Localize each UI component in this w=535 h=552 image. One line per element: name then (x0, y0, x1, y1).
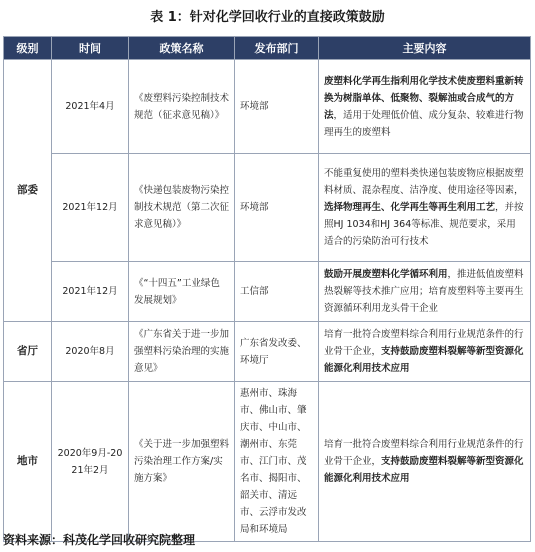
level-cell: 省厅 (4, 322, 52, 382)
table-row (4, 322, 531, 382)
dept-cell: 广东省发改委、环境厅 (235, 322, 319, 382)
source-note: 资料来源：科茂化学回收研究院整理 (3, 533, 196, 547)
dept-cell: 工信部 (235, 262, 319, 322)
header-level: 级别 (4, 37, 52, 60)
content-segment: 支持鼓励废塑料裂解等新型资源化能源化利用技术应用 (324, 456, 524, 484)
policy-cell: 《快递包装废物污染控制技术规范（第二次征求意见稿）》 (129, 154, 235, 262)
content-segment: 不能重复使用的塑料类快递包装废物应根据废塑料材质、混杂程度、洁净度、使用途径等因素， (324, 168, 524, 196)
header-row (4, 37, 531, 60)
dept-cell: 惠州市、珠海市、佛山市、肇庆市、中山市、潮州市、东莞市、江门市、茂名市、揭阳市、韶关市、清远市、云浮市发改局和环境局 (235, 382, 319, 542)
content-cell (319, 322, 531, 382)
content-segment: 培育一批符合废塑料综合利用行业规范条件的行业骨干企业， (324, 329, 524, 357)
content-segment: ，适用于处理低价值、成分复杂、较难进行物理再生的废塑料 (324, 109, 524, 138)
header-content: 主要内容 (319, 37, 531, 60)
header-dept: 发布部门 (235, 37, 319, 60)
policy-cell: 《废塑料污染控制技术规范（征求意见稿）》 (129, 60, 235, 154)
content-segment: 鼓励开展废塑料化学循环利用 (324, 269, 448, 280)
header-policy: 政策名称 (129, 37, 235, 60)
table-caption: 表 1：针对化学回收行业的直接政策鼓励 (150, 10, 385, 25)
policy-cell: 《广东省关于进一步加强塑料污染治理的实施意见》 (129, 322, 235, 382)
policy-cell: 《关于进一步加强塑料污染治理工作方案/实施方案》 (129, 382, 235, 542)
time-cell: 2021年12月 (52, 154, 129, 262)
content-segment: 选择物理再生、化学再生等再生利用工艺 (324, 202, 496, 213)
content-segment: 支持鼓励废塑料裂解等新型资源化能源化利用技术应用 (324, 346, 524, 374)
content-cell (319, 154, 531, 262)
content-segment: ，并按照HJ 1034和HJ 364等标准、规范要求，采用适合的污染防治可行技术 (324, 202, 524, 247)
dept-cell: 环境部 (235, 154, 319, 262)
time-cell: 2021年12月 (52, 262, 129, 322)
table-row (4, 154, 531, 262)
content-cell (319, 382, 531, 542)
time-cell: 2020年8月 (52, 322, 129, 382)
dept-cell: 环境部 (235, 60, 319, 154)
content-segment: ，推进低值废塑料热裂解等技术推广应用；培育废塑料等主要再生资源循环利用龙头骨干企业 (324, 269, 524, 314)
content-cell (319, 60, 531, 154)
time-cell: 2021年4月 (52, 60, 129, 154)
content-segment: 培育一批符合废塑料综合利用行业规范条件的行业骨干企业， (324, 439, 524, 467)
content-segment: 废塑料化学再生指利用化学技术使废塑料重新转换为树脂单体、低聚物、裂解油或合成气的方法 (324, 75, 524, 121)
table-row (4, 60, 531, 154)
header-time: 时间 (52, 37, 129, 60)
table-row (4, 382, 531, 542)
content-cell (319, 262, 531, 322)
table-row (4, 262, 531, 322)
level-cell: 地市 (4, 382, 52, 542)
policy-table (3, 36, 531, 542)
time-cell: 2020年9月-2021年2月 (52, 382, 129, 542)
policy-cell: 《“十四五”工业绿色发展规划》 (129, 262, 235, 322)
level-cell: 部委 (4, 60, 52, 322)
